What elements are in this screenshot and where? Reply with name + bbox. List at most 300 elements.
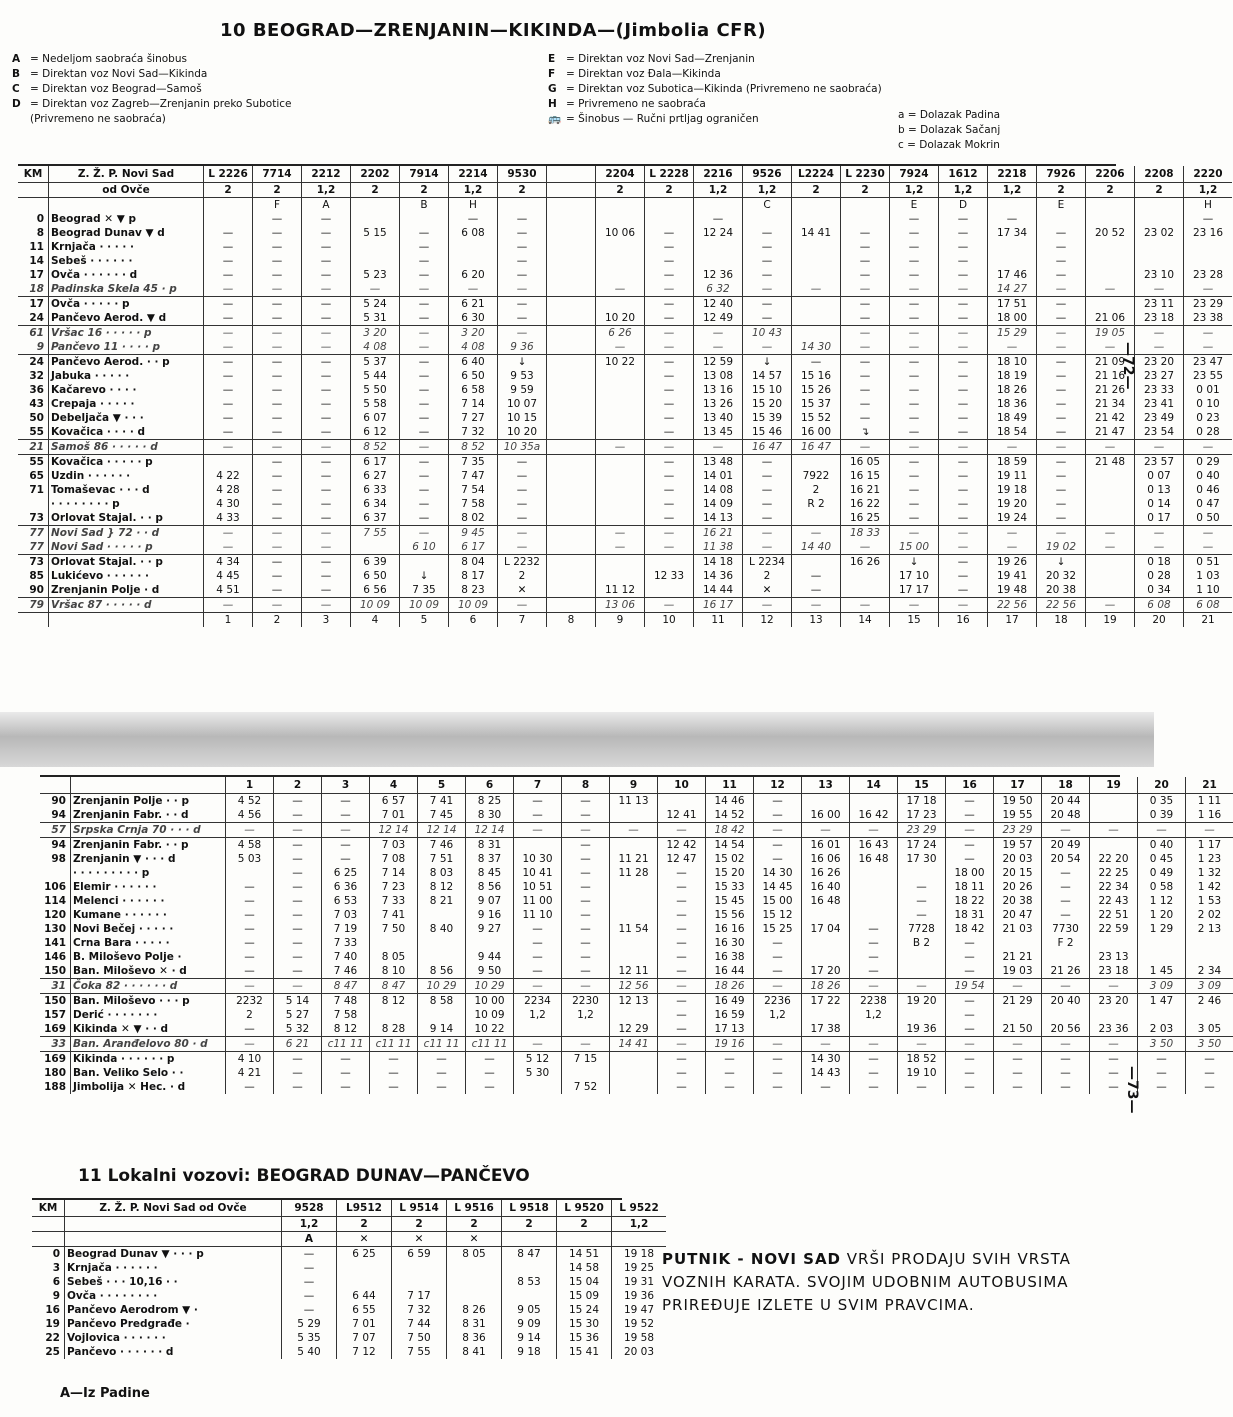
time-cell: 15	[890, 613, 939, 628]
time-cell: 4 30	[204, 497, 253, 511]
page-fold	[0, 712, 1154, 767]
time-cell: 8 28	[370, 1022, 418, 1037]
time-cell: —	[226, 1080, 274, 1094]
time-cell: 1 10	[1184, 583, 1233, 598]
time-cell: 2	[337, 1217, 392, 1232]
time-cell: 14 54	[706, 838, 754, 853]
time-cell: 1,2	[449, 183, 498, 198]
time-cell: —	[994, 979, 1042, 994]
time-cell: —	[743, 268, 792, 282]
time-cell: —	[351, 282, 400, 297]
km-cell: 36	[29, 384, 44, 396]
time-cell: 6 36	[322, 880, 370, 894]
time-cell: —	[841, 355, 890, 370]
table-row	[32, 1331, 666, 1345]
station-cell: Kikinda ✕ ▼ · · d	[71, 1022, 226, 1037]
time-cell: —	[645, 340, 694, 355]
time-cell: 19 50	[994, 794, 1042, 809]
time-cell: —	[939, 497, 988, 511]
time-cell: 2208	[1135, 166, 1184, 183]
time-cell	[1186, 936, 1233, 950]
time-cell: 1,2	[514, 1008, 562, 1022]
time-cell: —	[282, 1247, 337, 1262]
table-row	[40, 880, 1233, 894]
time-cell	[418, 1008, 466, 1022]
time-cell: —	[253, 555, 302, 570]
time-cell: 3 05	[1186, 1022, 1233, 1037]
time-cell: 6 25	[322, 866, 370, 880]
time-cell: 6 53	[322, 894, 370, 908]
time-cell: —	[946, 794, 994, 809]
time-cell: —	[743, 540, 792, 555]
time-cell: 11 21	[610, 852, 658, 866]
time-cell: —	[204, 440, 253, 455]
time-cell: 0 40	[1184, 469, 1233, 483]
time-cell: —	[841, 311, 890, 326]
time-cell: 2 02	[1186, 908, 1233, 922]
time-cell: 2	[645, 183, 694, 198]
km-cell: 17	[29, 269, 44, 281]
table-row	[40, 794, 1233, 809]
time-cell: L2224	[792, 166, 841, 183]
table-row	[40, 823, 1233, 838]
time-cell	[547, 183, 596, 198]
time-cell: 6 34	[351, 497, 400, 511]
km-cell	[32, 1232, 65, 1247]
time-cell: 6 30	[449, 311, 498, 326]
time-cell: 6 12	[351, 425, 400, 440]
time-cell: 2	[253, 613, 302, 628]
time-cell: ↓	[890, 555, 939, 570]
time-cell	[547, 598, 596, 613]
time-cell: 12 14	[466, 823, 514, 838]
station-cell: Beograd Dunav ▼ d	[49, 226, 204, 240]
time-cell	[694, 240, 743, 254]
table-row	[18, 411, 1232, 425]
time-cell: 8 12	[322, 1022, 370, 1037]
time-cell: —	[370, 1052, 418, 1067]
time-cell: —	[890, 598, 939, 613]
time-cell: 9530	[498, 166, 547, 183]
station-cell: Orlovat Stajal. · · p	[49, 555, 204, 570]
time-cell: —	[498, 483, 547, 497]
time-cell: —	[204, 411, 253, 425]
time-cell	[547, 583, 596, 598]
time-cell: 12 40	[694, 297, 743, 312]
time-cell: 11 12	[596, 583, 645, 598]
time-cell: 11	[694, 613, 743, 628]
time-cell: —	[274, 950, 322, 964]
time-cell: 16 00	[792, 425, 841, 440]
time-cell: 6 37	[351, 511, 400, 526]
time-cell: —	[562, 866, 610, 880]
time-cell: 7 46	[322, 964, 370, 979]
time-cell: L 2230	[841, 166, 890, 183]
time-cell: —	[694, 440, 743, 455]
time-cell: 3 20	[449, 326, 498, 341]
time-cell: 2	[400, 183, 449, 198]
time-cell: —	[841, 369, 890, 383]
table-row	[18, 383, 1232, 397]
time-cell: —	[274, 894, 322, 908]
time-cell: 14 30	[802, 1052, 850, 1067]
time-cell: c11 11	[418, 1037, 466, 1052]
time-cell: —	[850, 1037, 898, 1052]
time-cell: —	[645, 383, 694, 397]
time-cell: 15 20	[706, 866, 754, 880]
time-cell: 6 58	[449, 383, 498, 397]
time-cell: —	[939, 311, 988, 326]
station-cell: Ban. Miloševo · · · p	[71, 994, 226, 1009]
time-cell: 2	[204, 183, 253, 198]
time-cell: —	[890, 268, 939, 282]
time-cell: —	[1135, 540, 1184, 555]
time-cell: 10 41	[514, 866, 562, 880]
time-cell: 17 38	[802, 1022, 850, 1037]
time-cell	[792, 198, 841, 213]
time-cell: —	[743, 240, 792, 254]
time-cell: 7 17	[392, 1289, 447, 1303]
time-cell	[351, 254, 400, 268]
time-cell: —	[743, 469, 792, 483]
time-cell: —	[274, 908, 322, 922]
time-cell: 7922	[792, 469, 841, 483]
time-cell: —	[400, 340, 449, 355]
table-row	[32, 1275, 666, 1289]
time-cell: 6 50	[351, 569, 400, 583]
time-cell: 18 49	[988, 411, 1037, 425]
time-cell: —	[562, 908, 610, 922]
time-cell: 2212	[302, 166, 351, 183]
time-cell	[547, 483, 596, 497]
time-cell: 10	[658, 777, 706, 794]
time-cell: 0 17	[1135, 511, 1184, 526]
time-cell: 20 49	[1042, 838, 1090, 853]
time-cell: 12 49	[694, 311, 743, 326]
time-cell	[547, 526, 596, 541]
time-cell: —	[1186, 1080, 1233, 1094]
table-row	[40, 838, 1233, 853]
time-cell: 16	[939, 613, 988, 628]
time-cell	[743, 212, 792, 226]
time-cell: —	[562, 1037, 610, 1052]
km-cell	[40, 866, 71, 880]
time-cell: —	[418, 1066, 466, 1080]
time-cell: 1 53	[1186, 894, 1233, 908]
time-cell: 14	[841, 613, 890, 628]
time-cell	[841, 198, 890, 213]
time-cell: —	[274, 808, 322, 823]
time-cell: —	[302, 383, 351, 397]
time-cell: 15 36	[557, 1331, 612, 1345]
time-cell: —	[792, 583, 841, 598]
time-cell: 13 26	[694, 397, 743, 411]
time-cell: 8 47	[370, 979, 418, 994]
time-cell: —	[400, 240, 449, 254]
time-cell: 7 46	[418, 838, 466, 853]
time-cell	[994, 1008, 1042, 1022]
time-cell: —	[658, 880, 706, 894]
time-cell: 21 26	[1086, 383, 1135, 397]
time-cell: 8 12	[370, 994, 418, 1009]
time-cell: —	[253, 268, 302, 282]
time-cell: 6 20	[449, 268, 498, 282]
time-cell: ✕	[498, 583, 547, 598]
time-cell: —	[253, 526, 302, 541]
time-cell: 20 56	[1042, 1022, 1090, 1037]
time-cell	[792, 326, 841, 341]
time-cell	[1086, 240, 1135, 254]
time-cell: —	[988, 212, 1037, 226]
time-cell: —	[743, 226, 792, 240]
time-cell	[547, 469, 596, 483]
time-cell: 15 39	[743, 411, 792, 425]
time-cell: —	[204, 425, 253, 440]
time-cell: —	[253, 212, 302, 226]
time-cell: 2	[253, 183, 302, 198]
station-cell: Pančevo Aerod. ▼ d	[49, 311, 204, 326]
time-cell: —	[946, 994, 994, 1009]
time-cell: 0 01	[1184, 383, 1233, 397]
station-cell: B. Miloševo Polje ·	[71, 950, 226, 964]
time-cell	[418, 936, 466, 950]
time-cell: 19 25	[612, 1261, 667, 1275]
time-cell: 19 47	[612, 1303, 667, 1317]
time-cell: 21 47	[1086, 425, 1135, 440]
station-cell: Elemir · · · · · ·	[71, 880, 226, 894]
time-cell: 10 51	[514, 880, 562, 894]
time-cell: —	[994, 1080, 1042, 1094]
time-cell: 13 40	[694, 411, 743, 425]
time-cell: —	[939, 483, 988, 497]
time-cell: 7 07	[337, 1331, 392, 1345]
time-cell: —	[1135, 326, 1184, 341]
time-cell	[1090, 794, 1138, 809]
time-cell: 4 21	[226, 1066, 274, 1080]
time-cell	[1042, 1008, 1090, 1022]
station-cell: Beograd ✕ ▼ p	[49, 212, 204, 226]
time-cell: 10 43	[743, 326, 792, 341]
time-cell	[562, 1022, 610, 1037]
table-row	[40, 950, 1233, 964]
time-cell: 21 29	[994, 994, 1042, 1009]
time-cell: —	[498, 526, 547, 541]
time-cell: 23 20	[1090, 994, 1138, 1009]
time-cell	[400, 555, 449, 570]
time-cell: 16 48	[802, 894, 850, 908]
table-row	[40, 894, 1233, 908]
time-cell: 19	[1090, 777, 1138, 794]
time-cell: —	[645, 282, 694, 297]
time-cell: —	[658, 908, 706, 922]
time-cell: —	[253, 583, 302, 598]
time-cell: 8 47	[322, 979, 370, 994]
km-cell: 150	[40, 994, 71, 1009]
time-cell: —	[498, 268, 547, 282]
time-cell: —	[400, 483, 449, 497]
time-cell: 14 01	[694, 469, 743, 483]
time-cell: 5 32	[274, 1022, 322, 1037]
station-cell: Kovačica · · · · d	[49, 425, 204, 440]
time-cell: 1,2	[850, 1008, 898, 1022]
km-cell: 18	[29, 283, 44, 295]
time-cell: —	[1090, 1066, 1138, 1080]
time-cell: 3 09	[1138, 979, 1186, 994]
km-cell: 98	[51, 853, 66, 865]
time-cell	[988, 240, 1037, 254]
time-cell: 23 10	[1135, 268, 1184, 282]
time-cell: 17 04	[802, 922, 850, 936]
time-cell	[610, 950, 658, 964]
time-cell: —	[562, 894, 610, 908]
time-cell: —	[658, 866, 706, 880]
time-cell: —	[400, 425, 449, 440]
time-cell	[596, 198, 645, 213]
km-cell: 180	[44, 1067, 66, 1079]
time-cell: 22 56	[988, 598, 1037, 613]
time-cell: —	[658, 1022, 706, 1037]
time-cell	[596, 483, 645, 497]
time-cell: 0 34	[1135, 583, 1184, 598]
time-cell	[547, 340, 596, 355]
time-cell: —	[939, 226, 988, 240]
time-cell: —	[841, 440, 890, 455]
table-row	[18, 268, 1232, 282]
time-cell: —	[253, 511, 302, 526]
time-cell: —	[322, 823, 370, 838]
time-cell: 2	[557, 1217, 612, 1232]
time-cell: 6 44	[337, 1289, 392, 1303]
station-cell: Pančevo 11 · · · · p	[49, 340, 204, 355]
table-row	[40, 964, 1233, 979]
time-cell: 19 02	[1037, 540, 1086, 555]
time-cell: —	[204, 282, 253, 297]
time-cell: 7 51	[418, 852, 466, 866]
time-cell: 10 22	[466, 1022, 514, 1037]
time-cell	[1086, 469, 1135, 483]
time-cell: 15 45	[706, 894, 754, 908]
time-cell: —	[562, 823, 610, 838]
time-cell: 2	[498, 569, 547, 583]
time-cell: 19 26	[988, 555, 1037, 570]
time-cell: 15 30	[557, 1317, 612, 1331]
time-cell: 9 14	[502, 1331, 557, 1345]
time-cell: 21 50	[994, 1022, 1042, 1037]
time-cell: —	[939, 268, 988, 282]
time-cell: 7 40	[322, 950, 370, 964]
time-cell: 14 52	[706, 808, 754, 823]
station-cell: Zrenjanin Fabr. · · p	[71, 838, 226, 853]
time-cell: —	[939, 369, 988, 383]
time-cell: —	[890, 411, 939, 425]
time-cell: —	[498, 297, 547, 312]
time-cell	[502, 1232, 557, 1247]
time-cell: —	[274, 1052, 322, 1067]
station-cell: Vršac 16 · · · · · p	[49, 326, 204, 341]
time-cell: —	[1090, 1052, 1138, 1067]
km-cell: 22	[45, 1332, 60, 1344]
table-row	[18, 212, 1232, 226]
time-cell: 10 30	[514, 852, 562, 866]
time-cell: —	[994, 1052, 1042, 1067]
table-row	[18, 282, 1232, 297]
time-cell: —	[1037, 411, 1086, 425]
time-cell: 2236	[754, 994, 802, 1009]
time-cell: —	[1138, 823, 1186, 838]
time-cell: 8	[547, 613, 596, 628]
time-cell: 23 16	[1184, 226, 1233, 240]
time-cell: —	[562, 808, 610, 823]
time-cell: 15 00	[890, 540, 939, 555]
station-cell: Kumane · · · · · ·	[71, 908, 226, 922]
time-cell: 10 09	[351, 598, 400, 613]
km-cell: 0	[52, 1248, 60, 1260]
time-cell: —	[802, 1037, 850, 1052]
time-cell: 19 05	[1086, 326, 1135, 341]
time-cell: —	[939, 569, 988, 583]
time-cell	[547, 569, 596, 583]
time-cell	[547, 297, 596, 312]
time-cell: 15 52	[792, 411, 841, 425]
time-cell: 3	[302, 613, 351, 628]
time-cell	[370, 1008, 418, 1022]
time-cell: 14 18	[694, 555, 743, 570]
time-cell: 8 26	[447, 1303, 502, 1317]
time-cell: 6 25	[337, 1247, 392, 1262]
time-cell: 2 46	[1186, 994, 1233, 1009]
time-cell: 11 00	[514, 894, 562, 908]
time-cell: 7 48	[322, 994, 370, 1009]
station-cell: od Ovče	[49, 183, 204, 198]
time-cell: 7728	[898, 922, 946, 936]
time-cell: —	[792, 569, 841, 583]
time-cell: —	[302, 254, 351, 268]
time-cell: —	[754, 808, 802, 823]
time-cell: —	[1037, 254, 1086, 268]
time-cell: —	[610, 823, 658, 838]
time-cell: 1,2	[694, 183, 743, 198]
time-cell: 15 29	[988, 326, 1037, 341]
time-cell: L 9514	[392, 1200, 447, 1217]
time-cell: 14 30	[754, 866, 802, 880]
table-row	[18, 311, 1232, 326]
time-cell: L 9518	[502, 1200, 557, 1217]
time-cell	[1138, 936, 1186, 950]
time-cell: —	[204, 254, 253, 268]
time-cell: 2	[274, 777, 322, 794]
time-cell: —	[890, 326, 939, 341]
station-cell: Uzdin · · · · · ·	[49, 469, 204, 483]
time-cell: —	[754, 794, 802, 809]
time-cell: —	[898, 1037, 946, 1052]
time-cell: 9 59	[498, 383, 547, 397]
time-cell: 23 28	[1184, 268, 1233, 282]
time-cell	[547, 282, 596, 297]
time-cell: —	[1086, 540, 1135, 555]
time-cell	[547, 411, 596, 425]
time-cell: —	[449, 212, 498, 226]
time-cell	[547, 226, 596, 240]
time-cell: 5 29	[282, 1317, 337, 1331]
time-cell: —	[898, 880, 946, 894]
time-cell	[898, 1008, 946, 1022]
time-cell: 9 16	[466, 908, 514, 922]
time-cell	[547, 355, 596, 370]
time-cell: 5 31	[351, 311, 400, 326]
time-cell: —	[850, 950, 898, 964]
station-cell: Pančevo Predgrađe ·	[65, 1317, 282, 1331]
time-cell	[610, 1008, 658, 1022]
